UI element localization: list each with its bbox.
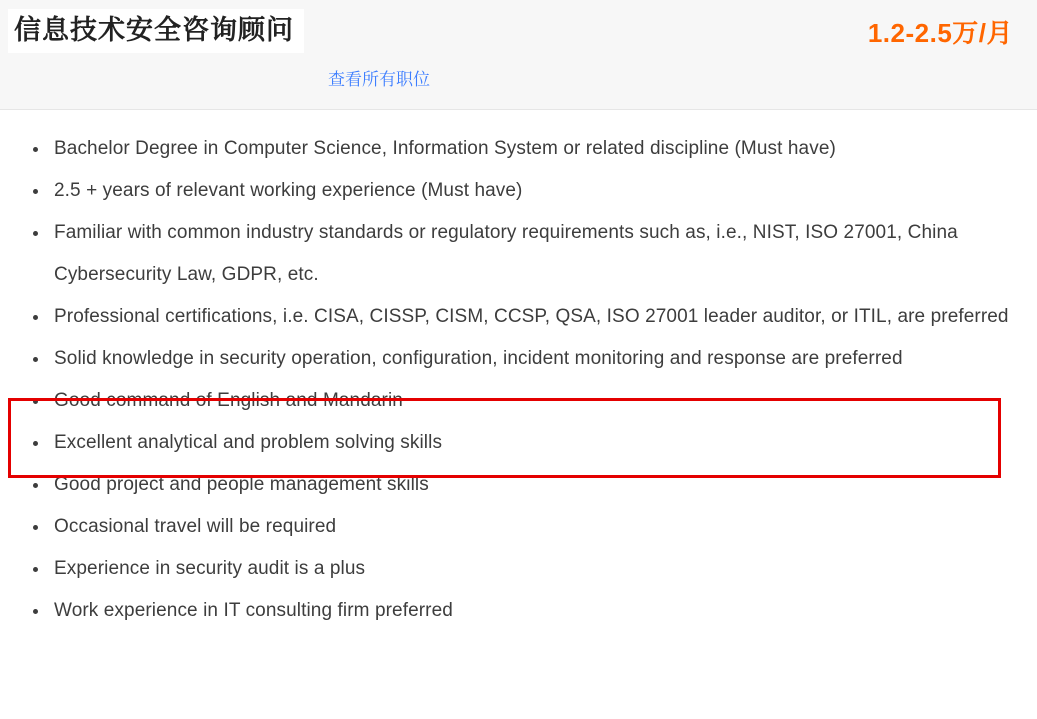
list-item: Work experience in IT consulting firm preferred (24, 590, 1013, 632)
salary-label: 1.2-2.5万/月 (867, 18, 1013, 48)
list-item: Excellent analytical and problem solving skills (24, 422, 1013, 464)
list-item: Solid knowledge in security operation, configuration, incident monitoring and response are preferred (24, 338, 1013, 380)
list-item: Bachelor Degree in Computer Science, Information System or related discipline (Must have) (24, 128, 1013, 170)
list-item: 2.5 + years of relevant working experience (Must have) (24, 170, 1013, 212)
list-item: Experience in security audit is a plus (24, 548, 1013, 590)
list-item: Occasional travel will be required (24, 506, 1013, 548)
view-all-jobs-link[interactable]: 查看所有职位 (328, 70, 430, 89)
job-requirements-section (0, 110, 1037, 632)
job-header (0, 0, 1037, 110)
list-item: Good command of English and Mandarin (24, 380, 1013, 422)
requirements-list (24, 128, 1013, 632)
list-item: Familiar with common industry standards or regulatory requirements such as, i.e., NIST, ISO 27001, China Cybersecurity Law, GDPR, etc. (24, 212, 1013, 296)
list-item-highlighted: Professional certifications, i.e. CISA, CISSP, CISM, CCSP, QSA, ISO 27001 leader auditor, or ITIL, are preferred (24, 296, 1013, 338)
page-title: 信息技术安全咨询顾问 (8, 9, 304, 53)
list-item: Good project and people management skills (24, 464, 1013, 506)
